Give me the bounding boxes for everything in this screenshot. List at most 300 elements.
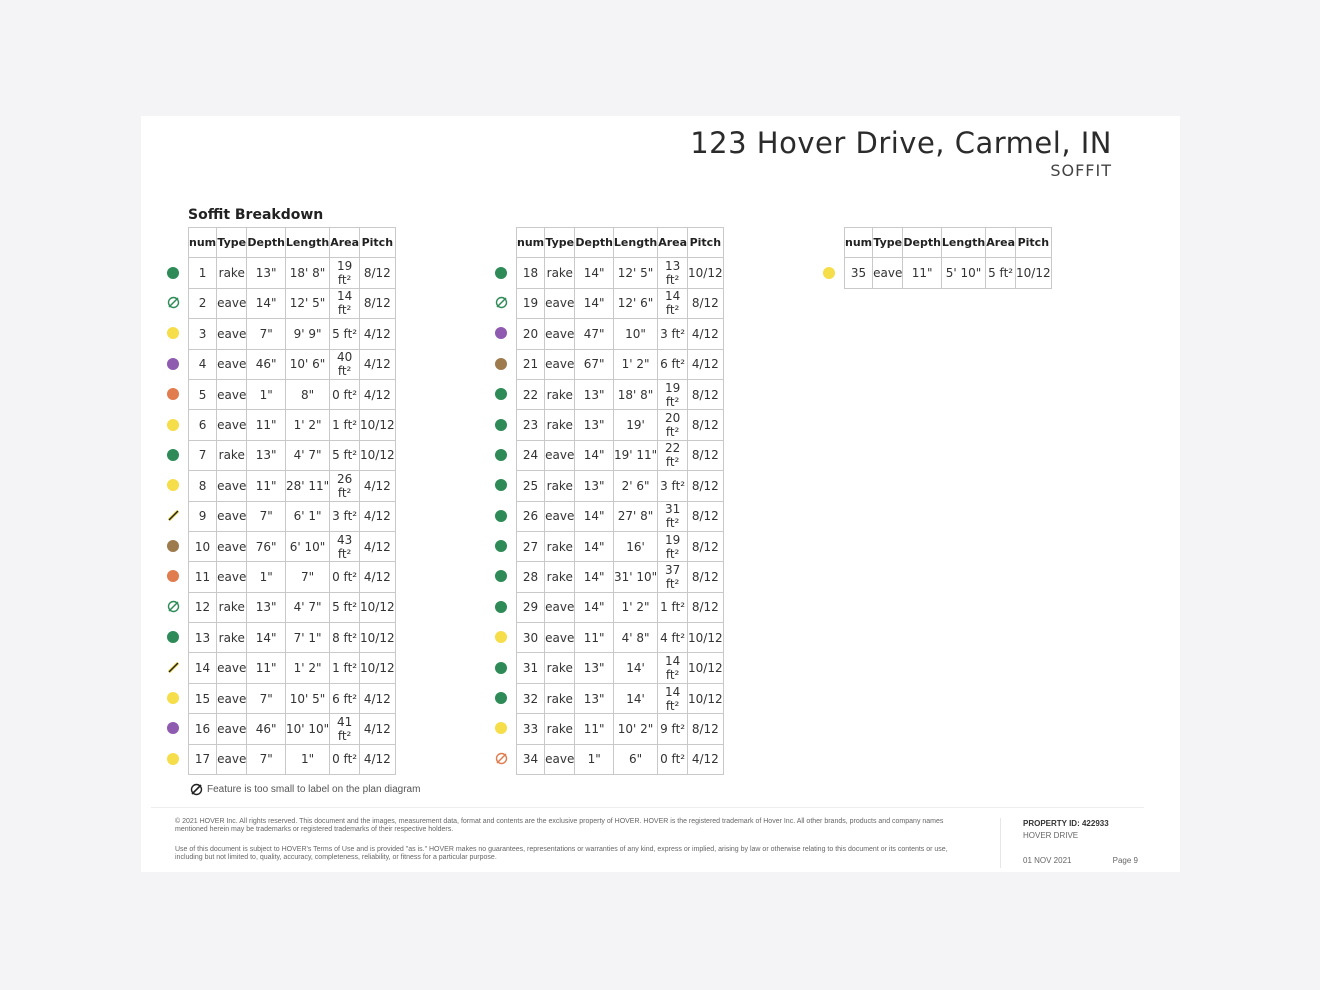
section-label: SOFFIT	[1050, 161, 1112, 180]
row-marker	[491, 561, 511, 591]
cell-type: eave	[545, 623, 575, 653]
cell-pitch: 10/12	[360, 410, 396, 440]
row-marker	[491, 592, 511, 622]
cell-length: 12' 5"	[285, 288, 329, 318]
cell-pitch: 8/12	[688, 562, 724, 592]
cell-length: 27' 8"	[613, 501, 657, 531]
row-marker	[163, 318, 183, 348]
property-id: PROPERTY ID: 422933	[1023, 819, 1109, 828]
cell-depth: 14"	[575, 288, 614, 318]
table-row	[517, 562, 724, 592]
cell-num: 11	[189, 562, 217, 592]
cell-type: eave	[217, 410, 247, 440]
cell-num: 5	[189, 379, 217, 409]
cell-depth: 13"	[247, 592, 286, 622]
cell-type: rake	[545, 379, 575, 409]
cell-length: 4' 7"	[285, 440, 329, 470]
cell-area: 14 ft²	[658, 288, 688, 318]
table-row	[189, 258, 396, 288]
table-row	[517, 349, 724, 379]
cell-area: 1 ft²	[330, 653, 360, 683]
cell-type: eave	[217, 501, 247, 531]
purple-marker-icon	[167, 358, 179, 370]
table-row	[189, 623, 396, 653]
cell-area: 14 ft²	[330, 288, 360, 318]
cell-type: eave	[217, 683, 247, 713]
footer-date-row	[1023, 856, 1138, 865]
row-marker	[491, 288, 511, 318]
cell-depth: 11"	[247, 410, 286, 440]
report-date: 01 NOV 2021	[1023, 856, 1072, 865]
table-row	[517, 288, 724, 318]
cell-length: 31' 10"	[613, 562, 657, 592]
cell-length: 7' 1"	[285, 623, 329, 653]
brown-marker-icon	[167, 540, 179, 552]
cell-pitch: 8/12	[688, 410, 724, 440]
cell-type: eave	[217, 349, 247, 379]
table-row	[517, 683, 724, 713]
cell-num: 26	[517, 501, 545, 531]
cell-area: 4 ft²	[658, 623, 688, 653]
cell-pitch: 4/12	[688, 349, 724, 379]
cell-pitch: 4/12	[360, 471, 396, 501]
green-slash-marker-icon	[167, 600, 180, 613]
row-marker	[163, 501, 183, 531]
page-number: Page 9	[1112, 856, 1138, 865]
cell-num: 2	[189, 288, 217, 318]
cell-type: eave	[217, 531, 247, 561]
cell-depth: 11"	[575, 714, 614, 744]
row-marker	[491, 470, 511, 500]
yellow-marker-icon	[495, 631, 507, 643]
cell-pitch: 4/12	[360, 562, 396, 592]
cell-pitch: 4/12	[360, 714, 396, 744]
row-marker	[163, 257, 183, 287]
table-row	[517, 258, 724, 288]
cell-area: 14 ft²	[658, 653, 688, 683]
green-marker-icon	[167, 631, 179, 643]
cell-type: eave	[217, 562, 247, 592]
table-row	[189, 319, 396, 349]
cell-num: 34	[517, 744, 545, 774]
green-marker-icon	[495, 479, 507, 491]
cell-depth: 7"	[247, 683, 286, 713]
cell-num: 3	[189, 319, 217, 349]
cell-pitch: 10/12	[688, 683, 724, 713]
table-row	[517, 623, 724, 653]
cell-depth: 1"	[575, 744, 614, 774]
cell-num: 19	[517, 288, 545, 318]
cell-depth: 76"	[247, 531, 286, 561]
cell-num: 13	[189, 623, 217, 653]
cell-pitch: 10/12	[360, 592, 396, 622]
table-row	[517, 440, 724, 470]
cell-pitch: 4/12	[360, 683, 396, 713]
cell-num: 1	[189, 258, 217, 288]
table-row	[517, 471, 724, 501]
cell-pitch: 10/12	[688, 623, 724, 653]
cell-length: 4' 7"	[285, 592, 329, 622]
cell-type: eave	[545, 744, 575, 774]
cell-length: 8"	[285, 379, 329, 409]
row-marker	[163, 592, 183, 622]
cell-num: 17	[189, 744, 217, 774]
yellow-marker-icon	[495, 722, 507, 734]
cell-area: 3 ft²	[330, 501, 360, 531]
column-header-area: Area	[658, 228, 688, 258]
cell-num: 28	[517, 562, 545, 592]
cell-depth: 14"	[575, 592, 614, 622]
yellow-marker-icon	[167, 753, 179, 765]
cell-type: rake	[217, 592, 247, 622]
cell-length: 1' 2"	[613, 592, 657, 622]
cell-pitch: 8/12	[688, 531, 724, 561]
cell-depth: 1"	[247, 562, 286, 592]
green-marker-icon	[495, 449, 507, 461]
column-header-num: num	[845, 228, 873, 258]
cell-num: 4	[189, 349, 217, 379]
breakdown-table	[188, 227, 396, 775]
cell-depth: 13"	[575, 471, 614, 501]
terms-text: Use of this document is subject to HOVER's Terms of Use and is provided "as is." HOVER makes no guarantees, representations or warranties of any kind, express or implied, arising by law or otherwise relating to this document or its contents or use, including but not limited to, quality, accuracy, completeness, reliability, or fitness for a particular purpose.	[175, 846, 948, 861]
column-header-pitch: Pitch	[1016, 228, 1052, 258]
column-header-area: Area	[986, 228, 1016, 258]
green-marker-icon	[495, 510, 507, 522]
row-marker	[163, 683, 183, 713]
row-marker	[491, 318, 511, 348]
green-marker-icon	[495, 662, 507, 674]
yellow-marker-icon	[167, 327, 179, 339]
cell-num: 20	[517, 319, 545, 349]
cell-depth: 1"	[247, 379, 286, 409]
cell-depth: 13"	[247, 258, 286, 288]
cell-num: 10	[189, 531, 217, 561]
cell-pitch: 4/12	[360, 349, 396, 379]
table-row	[189, 653, 396, 683]
cell-length: 10"	[613, 319, 657, 349]
cell-depth: 13"	[575, 653, 614, 683]
table-row	[189, 683, 396, 713]
cell-area: 3 ft²	[658, 471, 688, 501]
cell-length: 18' 8"	[613, 379, 657, 409]
purple-marker-icon	[167, 722, 179, 734]
cell-depth: 14"	[247, 288, 286, 318]
table-row	[189, 471, 396, 501]
yellow-slash-marker-icon	[167, 661, 180, 674]
cell-type: eave	[545, 501, 575, 531]
cell-depth: 46"	[247, 714, 286, 744]
cell-type: eave	[217, 379, 247, 409]
cell-area: 6 ft²	[658, 349, 688, 379]
table-row	[189, 562, 396, 592]
column-header-area: Area	[330, 228, 360, 258]
cell-num: 32	[517, 683, 545, 713]
green-marker-icon	[167, 449, 179, 461]
row-marker	[163, 288, 183, 318]
cell-length: 10' 5"	[285, 683, 329, 713]
cell-depth: 47"	[575, 319, 614, 349]
cell-depth: 7"	[247, 744, 286, 774]
cell-length: 7"	[285, 562, 329, 592]
cell-type: eave	[545, 592, 575, 622]
table-header-row	[189, 228, 396, 258]
column-header-length: Length	[285, 228, 329, 258]
copyright-text: © 2021 HOVER Inc. All rights reserved. This document and the images, measurement data, format and contents are the exclusive property of HOVER. HOVER is the registered trademark of Hover Inc. All other brands, products and company names mentioned herein may be trademarks or registered trademarks of their respective holders.	[175, 818, 944, 833]
cell-pitch: 4/12	[360, 744, 396, 774]
cell-area: 14 ft²	[658, 683, 688, 713]
column-header-length: Length	[613, 228, 657, 258]
table-header-row	[845, 228, 1052, 258]
row-marker	[163, 561, 183, 591]
table-row	[517, 531, 724, 561]
cell-num: 33	[517, 714, 545, 744]
row-marker	[491, 440, 511, 470]
cell-type: rake	[545, 531, 575, 561]
cell-type: rake	[217, 258, 247, 288]
cell-pitch: 8/12	[360, 288, 396, 318]
row-marker	[163, 622, 183, 652]
row-marker	[163, 409, 183, 439]
cell-num: 24	[517, 440, 545, 470]
cell-type: rake	[545, 562, 575, 592]
orange-marker-icon	[167, 388, 179, 400]
section-title: Soffit Breakdown	[188, 207, 324, 223]
cell-area: 0 ft²	[330, 744, 360, 774]
row-marker	[163, 713, 183, 743]
table-row	[189, 379, 396, 409]
cell-num: 23	[517, 410, 545, 440]
table-row	[189, 288, 396, 318]
cell-area: 1 ft²	[330, 410, 360, 440]
cell-depth: 11"	[575, 623, 614, 653]
cell-type: eave	[217, 319, 247, 349]
footer-vertical-divider	[1000, 818, 1001, 868]
row-marker	[163, 379, 183, 409]
yellow-marker-icon	[167, 692, 179, 704]
green-marker-icon	[495, 540, 507, 552]
breakdown-table	[516, 227, 724, 775]
cell-area: 19 ft²	[330, 258, 360, 288]
column-header-depth: Depth	[903, 228, 942, 258]
cell-type: eave	[217, 714, 247, 744]
cell-length: 5' 10"	[941, 258, 985, 288]
column-header-type: Type	[217, 228, 247, 258]
cell-area: 6 ft²	[330, 683, 360, 713]
cell-type: eave	[217, 653, 247, 683]
page-title: 123 Hover Drive, Carmel, IN	[690, 126, 1112, 160]
cell-pitch: 10/12	[1016, 258, 1052, 288]
table-header-row	[517, 228, 724, 258]
cell-pitch: 8/12	[688, 471, 724, 501]
cell-area: 5 ft²	[986, 258, 1016, 288]
cell-depth: 67"	[575, 349, 614, 379]
cell-num: 29	[517, 592, 545, 622]
cell-depth: 11"	[247, 471, 286, 501]
cell-num: 8	[189, 471, 217, 501]
cell-area: 19 ft²	[658, 531, 688, 561]
cell-area: 0 ft²	[330, 562, 360, 592]
column-header-type: Type	[545, 228, 575, 258]
cell-depth: 11"	[903, 258, 942, 288]
cell-depth: 14"	[575, 258, 614, 288]
cell-length: 1' 2"	[285, 653, 329, 683]
cell-area: 5 ft²	[330, 440, 360, 470]
cell-area: 43 ft²	[330, 531, 360, 561]
cell-type: eave	[545, 349, 575, 379]
cell-pitch: 4/12	[688, 319, 724, 349]
cell-type: rake	[545, 683, 575, 713]
cell-length: 14'	[613, 683, 657, 713]
cell-num: 9	[189, 501, 217, 531]
cell-length: 1' 2"	[613, 349, 657, 379]
table-row	[189, 349, 396, 379]
marker-column	[491, 257, 511, 774]
cell-num: 27	[517, 531, 545, 561]
green-marker-icon	[495, 692, 507, 704]
cell-area: 5 ft²	[330, 592, 360, 622]
footer-divider-line	[151, 807, 1144, 808]
cell-pitch: 10/12	[360, 623, 396, 653]
row-marker	[491, 744, 511, 774]
table-row	[189, 744, 396, 774]
cell-depth: 11"	[247, 653, 286, 683]
cell-num: 14	[189, 653, 217, 683]
column-header-type: Type	[873, 228, 903, 258]
row-marker	[163, 744, 183, 774]
cell-area: 26 ft²	[330, 471, 360, 501]
cell-area: 1 ft²	[658, 592, 688, 622]
cell-type: rake	[545, 653, 575, 683]
cell-type: eave	[545, 440, 575, 470]
title-block	[690, 126, 1112, 180]
cell-depth: 13"	[575, 683, 614, 713]
cell-type: rake	[217, 440, 247, 470]
yellow-marker-icon	[823, 267, 835, 279]
cell-length: 14'	[613, 653, 657, 683]
cell-depth: 13"	[247, 440, 286, 470]
footer-property-info	[1023, 819, 1138, 865]
cell-area: 0 ft²	[330, 379, 360, 409]
cell-num: 35	[845, 258, 873, 288]
cell-length: 19'	[613, 410, 657, 440]
cell-depth: 13"	[575, 410, 614, 440]
cell-depth: 14"	[575, 562, 614, 592]
cell-area: 40 ft²	[330, 349, 360, 379]
cell-area: 3 ft²	[658, 319, 688, 349]
row-marker	[163, 470, 183, 500]
cell-area: 19 ft²	[658, 379, 688, 409]
column-header-num: num	[517, 228, 545, 258]
table-row	[517, 319, 724, 349]
cell-num: 25	[517, 471, 545, 501]
cell-length: 10' 2"	[613, 714, 657, 744]
cell-area: 0 ft²	[658, 744, 688, 774]
row-marker	[491, 379, 511, 409]
breakdown-table	[844, 227, 1052, 289]
table-row	[517, 379, 724, 409]
cell-length: 2' 6"	[613, 471, 657, 501]
table-row	[189, 714, 396, 744]
cell-type: eave	[217, 288, 247, 318]
footer-legal	[175, 818, 975, 874]
cell-area: 20 ft²	[658, 410, 688, 440]
cell-pitch: 8/12	[688, 288, 724, 318]
cell-num: 31	[517, 653, 545, 683]
yellow-marker-icon	[167, 419, 179, 431]
row-marker	[491, 501, 511, 531]
row-marker	[491, 683, 511, 713]
legend-text: Feature is too small to label on the plan diagram	[207, 784, 421, 795]
row-marker	[163, 349, 183, 379]
green-marker-icon	[495, 419, 507, 431]
cell-length: 1"	[285, 744, 329, 774]
cell-type: rake	[545, 410, 575, 440]
cell-length: 16'	[613, 531, 657, 561]
yellow-slash-marker-icon	[167, 509, 180, 522]
table-row	[189, 592, 396, 622]
row-marker	[491, 409, 511, 439]
property-name: HOVER DRIVE	[1023, 831, 1079, 840]
cell-num: 6	[189, 410, 217, 440]
cell-num: 22	[517, 379, 545, 409]
column-header-depth: Depth	[575, 228, 614, 258]
cell-length: 6' 10"	[285, 531, 329, 561]
row-marker	[163, 652, 183, 682]
table-row	[517, 714, 724, 744]
cell-area: 13 ft²	[658, 258, 688, 288]
cell-length: 28' 11"	[285, 471, 329, 501]
cell-pitch: 4/12	[688, 744, 724, 774]
row-marker	[491, 713, 511, 743]
orange-slash-marker-icon	[495, 752, 508, 765]
row-marker	[491, 622, 511, 652]
row-marker	[819, 257, 839, 287]
cell-length: 12' 5"	[613, 258, 657, 288]
cell-num: 15	[189, 683, 217, 713]
cell-pitch: 10/12	[688, 258, 724, 288]
cell-type: rake	[545, 258, 575, 288]
cell-pitch: 8/12	[688, 379, 724, 409]
cell-length: 6' 1"	[285, 501, 329, 531]
cell-pitch: 10/12	[360, 653, 396, 683]
green-marker-icon	[495, 267, 507, 279]
cell-depth: 13"	[575, 379, 614, 409]
column-header-depth: Depth	[247, 228, 286, 258]
marker-column	[819, 257, 839, 287]
column-header-length: Length	[941, 228, 985, 258]
table-row	[189, 531, 396, 561]
cell-type: eave	[545, 319, 575, 349]
row-marker	[491, 531, 511, 561]
cell-depth: 46"	[247, 349, 286, 379]
report-page	[141, 116, 1180, 872]
cell-length: 19' 11"	[613, 440, 657, 470]
cell-type: rake	[545, 471, 575, 501]
cell-length: 18' 8"	[285, 258, 329, 288]
cell-length: 10' 6"	[285, 349, 329, 379]
cell-num: 21	[517, 349, 545, 379]
row-marker	[163, 440, 183, 470]
cell-num: 7	[189, 440, 217, 470]
table-row	[189, 410, 396, 440]
green-marker-icon	[495, 388, 507, 400]
green-marker-icon	[495, 601, 507, 613]
cell-length: 12' 6"	[613, 288, 657, 318]
green-marker-icon	[495, 570, 507, 582]
table-row	[189, 501, 396, 531]
cell-num: 16	[189, 714, 217, 744]
cell-num: 12	[189, 592, 217, 622]
